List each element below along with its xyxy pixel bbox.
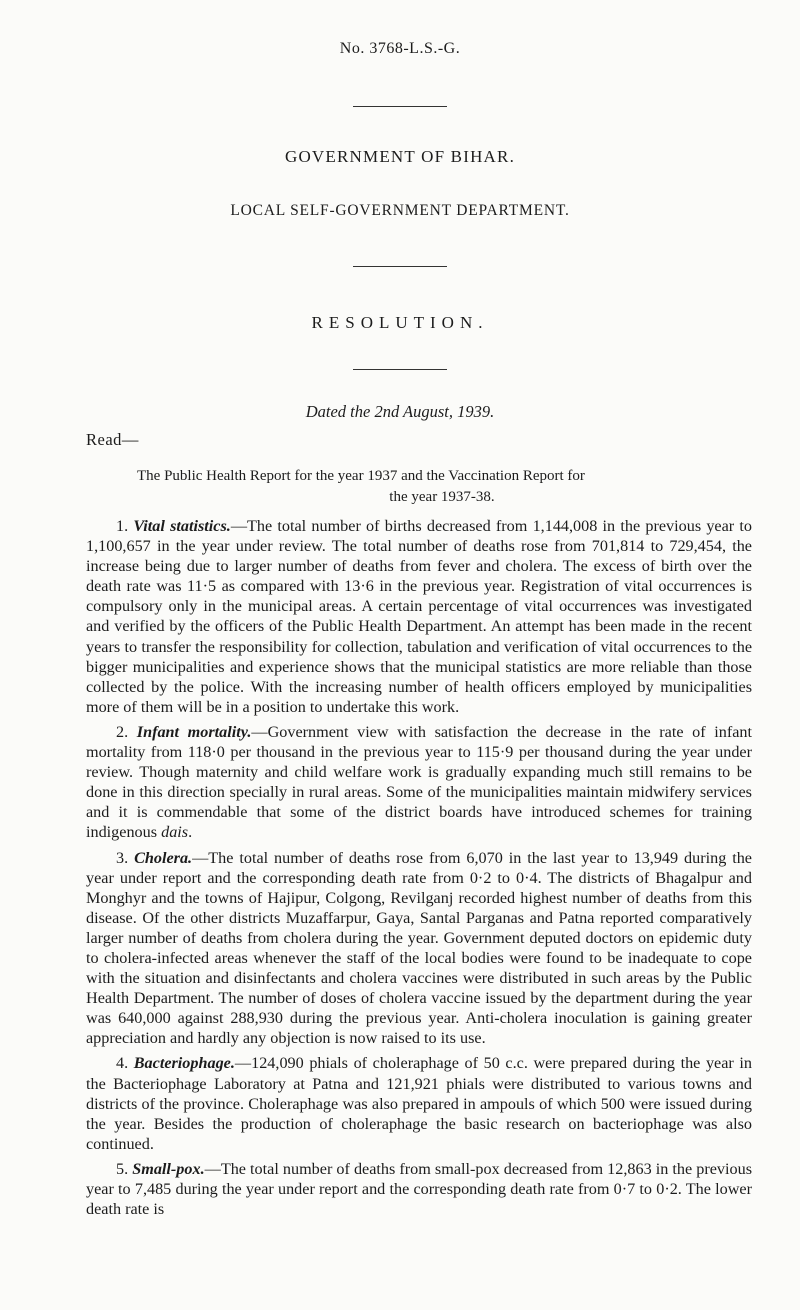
read-item-line-1: The Public Health Report for the year 1937 and the Vaccination Report for	[137, 468, 585, 484]
paragraph-heading: Cholera.	[134, 848, 193, 867]
paragraph-text: —The total number of births decreased from 1,144,008 in the previous year to 1,100,657 in the year under review. The total number of deaths rose from 701,814 to 729,454, the increase being due to larger number of deaths from fever and cholera. The excess of birth over the death rate was 11·5 as compared with 13·6 in the previous year. Registration of vital occurrences is compulsory only in the municipal areas. A certain percentage of vital occurrences was investigated and verified by the officers of the Public Health Department. An attempt has been made in the recent years to transfer the responsibility for collection, tabulation and verification of vital occurrences to the bigger municipalities and experience shows that the municipal statistics are more reliable than those collected by the police. With the increasing number of health officers employed by municipalities more of them will be in a position to undertake this work.	[86, 517, 753, 716]
resolution-body	[86, 516, 752, 1224]
paragraph-text: —124,090 phials of choleraphage of 50 c.c. were prepared during the year in the Bacteriophage Laboratory at Patna and 121,921 phials were distributed to various towns and districts of the province. Choleraphage was also prepared in ampouls of which 500 were issued during the year. Besides the production of choleraphage the basic research on bacteriophage was also continued.	[86, 1054, 753, 1153]
paragraph-number: 3.	[116, 848, 129, 867]
divider-rule	[353, 106, 447, 107]
read-item	[132, 466, 752, 508]
paragraph-heading: Infant mortality.	[136, 722, 252, 741]
paragraph-number: 5.	[116, 1159, 129, 1178]
paragraph-bacteriophage	[86, 1053, 752, 1153]
paragraph-infant-mortality	[86, 722, 752, 843]
paragraph-number: 2.	[116, 722, 129, 741]
paragraph-vital-statistics	[86, 516, 752, 717]
paragraph-text: —The total number of deaths from small-pox decreased from 12,863 in the previous year to 7,485 during the year under report and the corresponding death rate from 0·7 to 0·2. The lower death rate is	[86, 1159, 752, 1219]
divider-rule	[353, 266, 447, 267]
resolution-title: RESOLUTION.	[311, 313, 489, 332]
paragraph-heading: Bacteriophage.	[133, 1054, 235, 1073]
paragraph-cholera	[86, 848, 752, 1049]
paragraph-number: 1.	[116, 517, 129, 535]
paragraph-small-pox	[86, 1159, 752, 1219]
department-heading: LOCAL SELF-GOVERNMENT DEPARTMENT.	[230, 202, 570, 219]
paragraph-text-end: .	[188, 823, 193, 842]
reference-number: No. 3768-L.S.-G.	[339, 40, 461, 57]
read-label: Read—	[86, 430, 139, 449]
government-heading: GOVERNMENT OF BIHAR.	[284, 147, 516, 166]
paragraph-text: —The total number of deaths rose from 6,070 in the last year to 13,949 during the year under report and the corresponding death rate from 0·2 to 0·4. The districts of Bhagalpur and Monghyr and the towns of Hajipur, Colgong, Revilganj recorded highest number of deaths from this disease. Of the other districts Muzaffarpur, Gaya, Santal Parganas and Patna reported comparatively larger number of deaths from cholera during the year. Government deputed doctors on epidemic duty to cholera-infected areas whenever the staff of the local bodies were found to be inadequate to cope with the situation and disinfectants and cholera vaccines were distributed in such areas by the Public Health Department. The number of doses of cholera vaccine issued by the department during the year was 640,000 against 288,930 during the previous year. Anti-cholera inoculation is gaining greater appreciation and hardly any objection is now raised to its use.	[86, 848, 752, 1048]
divider-rule	[353, 369, 447, 370]
paragraph-text: —Government view with satisfaction the decrease in the rate of infant mortality from 118·0 per thousand in the previous year to 115·9 per thousand during the year under review. Though maternity and child welfare work is gradually expanding much still remains to be done in this direction specially in rural areas. Some of the municipalities maintain midwifery services and it is commendable that some of the district boards have introduced schemes for training indigenous	[86, 722, 752, 842]
paragraph-heading: Small-pox.	[132, 1159, 205, 1178]
emphasized-term: dais	[161, 823, 189, 842]
paragraph-number: 4.	[116, 1054, 129, 1073]
resolution-date: Dated the 2nd August, 1939.	[305, 402, 495, 421]
read-item-line-2: the year 1937-38.	[389, 489, 495, 505]
paragraph-heading: Vital statistics.	[133, 517, 231, 535]
